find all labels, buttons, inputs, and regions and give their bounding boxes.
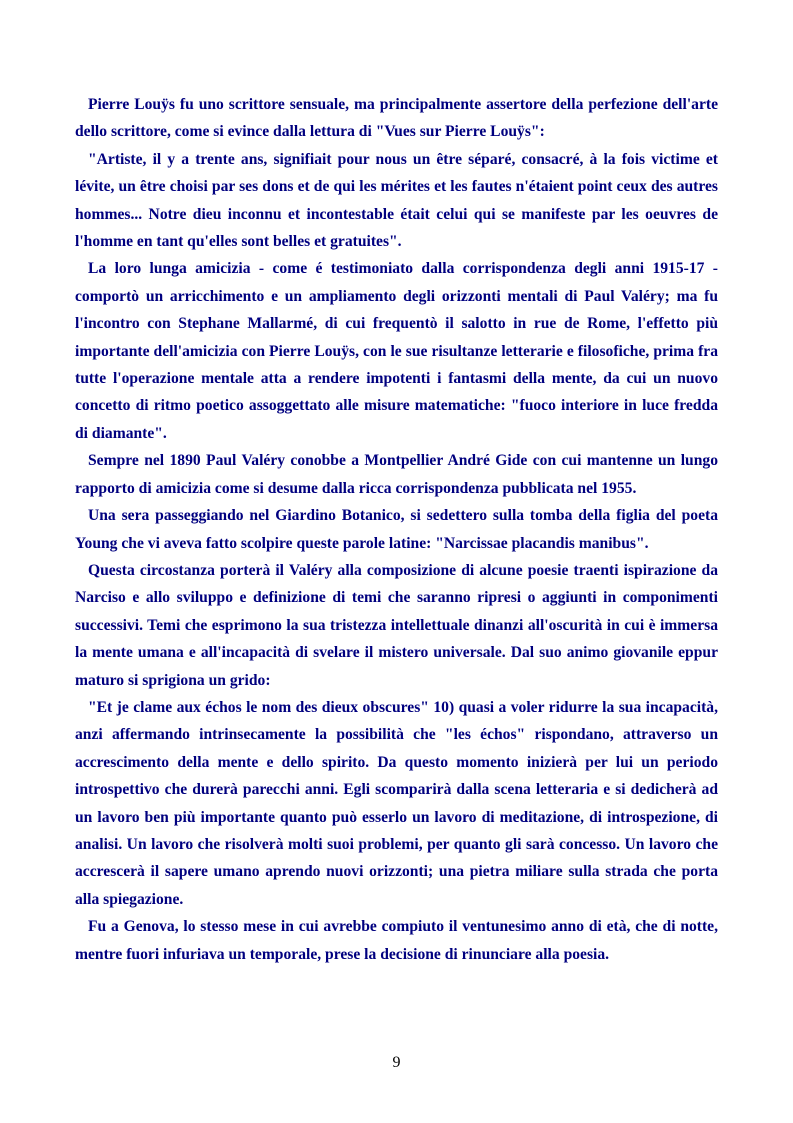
- paragraph-echos: "Et je clame aux échos le nom des dieux obscures" 10) quasi a voler ridurre la sua incapacità, anzi affermando intrinsecamente la possibilità che "les échos" rispondano, attraverso un accrescimento della mente e dello spirito. Da questo momento inizierà per lui un periodo introspettivo che durerà parecchi anni. Egli scomparirà dalla scena letteraria e si dedicherà ad un lavoro ben più importante quanto può esserlo un lavoro di meditazione, di introspezione, di analisi. Un lavoro che risolverà molti suoi problemi, per quanto gli sarà concesso. Un lavoro che accrescerà il sapere umano aprendo nuovi orizzonti; una pietra miliare sulla strada che porta alla spiegazione.: [75, 698, 718, 908]
- paragraph-narciso: Questa circostanza porterà il Valéry alla composizione di alcune poesie traenti ispirazione da Narciso e allo sviluppo e definizione di temi che saranno ripresi o aggiunti in componimenti successivi. Temi che esprimono la sua tristezza intellettuale dinanzi all'oscurità in cui è immersa la mente umana e all'incapacità di svelare il mistero universale. Dal suo animo giovanile eppur maturo si sprigiona un grido:: [75, 561, 718, 689]
- paragraph-artiste-quote: "Artiste, il y a trente ans, signifiait pour nous un être séparé, consacré, à la fois victime et lévite, un être choisi par ses dons et de qui les mérites et les fautes n'étaient point ceux des autres hommes... Notre dieu inconnu et incontestable était celui qui se manifeste par les oeuvres de l'homme en tant qu'elles sont belles et gratuites".: [75, 150, 718, 251]
- page-number: 9: [392, 1054, 401, 1071]
- paragraph-friendship: La loro lunga amicizia - come é testimoniato dalla corrispondenza degli anni 1915-17 - comportò un arricchimento e un ampliamento degli orizzonti mentali di Paul Valéry; ma fu l'incontro con Stephane Mallarmé, di cui frequentò il salotto in rue de Rome, l'effetto più importante dell'amicizia con Pierre Louÿs, con le sue risultanze letterarie e filosofiche, prima fra tutte l'operazione mentale atta a rendere impotenti i fantasmi della mente, da cui un nuovo concetto di ritmo poetico assoggettato alle misure matematiche: "fuoco interiore in luce fredda di diamante".: [75, 260, 718, 442]
- body-text: [75, 91, 718, 968]
- paragraph-genova: Fu a Genova, lo stesso mese in cui avrebbe compiuto il ventunesimo anno di età, che di notte, mentre fuori infuriava un temporale, prese la decisione di rinunciare alla poesia.: [75, 918, 718, 963]
- paragraph-gide: Sempre nel 1890 Paul Valéry conobbe a Montpellier André Gide con cui mantenne un lungo rapporto di amicizia come si desume dalla ricca corrispondenza pubblicata nel 1955.: [75, 452, 718, 497]
- paragraph-louys-intro: Pierre Louÿs fu uno scrittore sensuale, ma principalmente assertore della perfezione dell'arte dello scrittore, come si evince dalla lettura di "Vues sur Pierre Louÿs":: [75, 96, 718, 141]
- paragraph-botanic-garden: Una sera passeggiando nel Giardino Botanico, si sedettero sulla tomba della figlia del poeta Young che vi aveva fatto scolpire queste parole latine: "Narcissae placandis manibus".: [75, 507, 718, 552]
